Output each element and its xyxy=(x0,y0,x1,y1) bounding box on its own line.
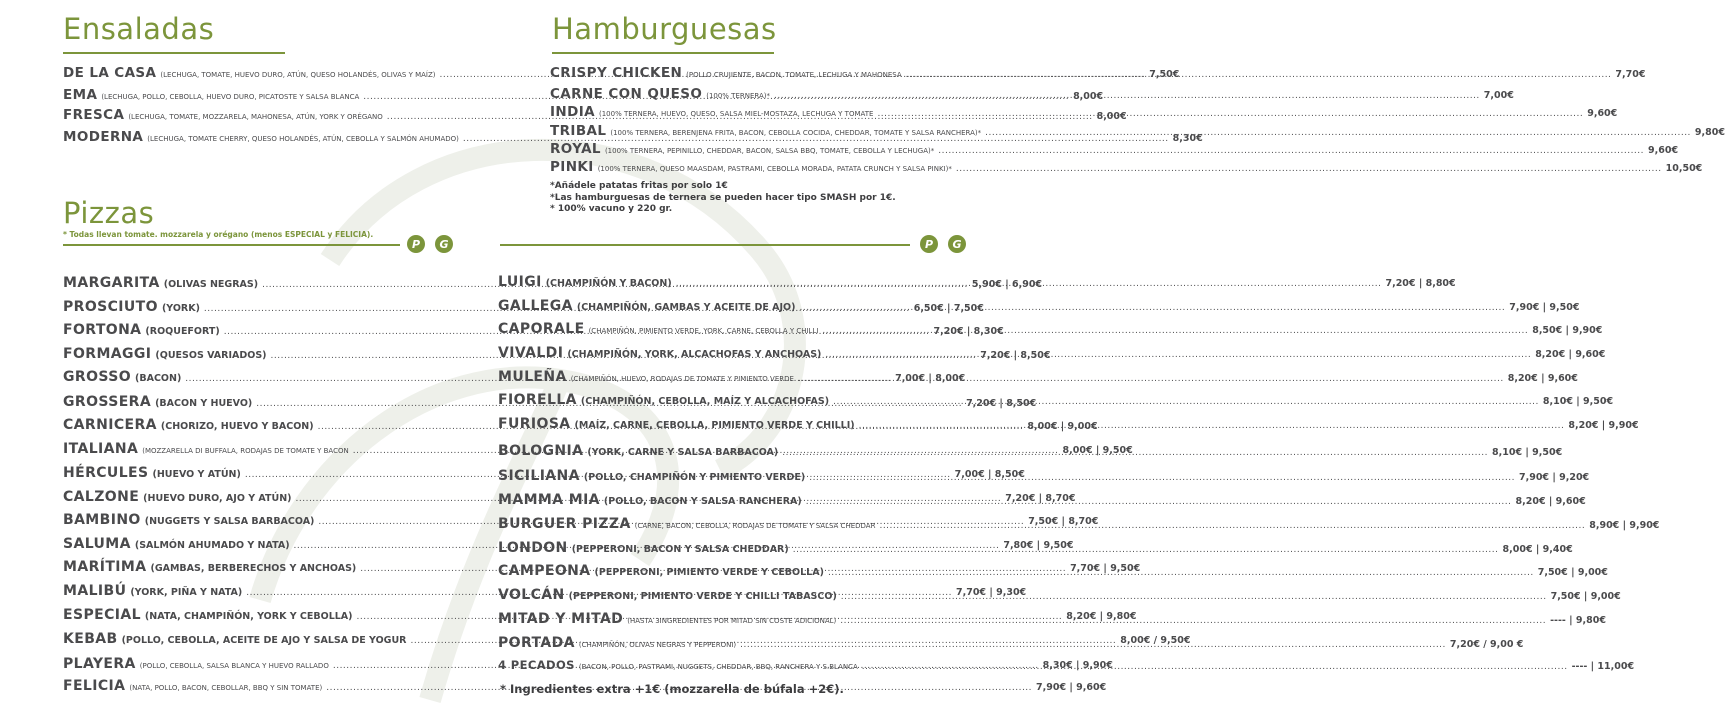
item-price: 5,90€ | 6,90€ xyxy=(971,279,1043,290)
item-price: 8,00€ xyxy=(1096,111,1127,122)
item-price: 9,60€ xyxy=(1587,108,1618,119)
item-description: (BACON) xyxy=(135,373,182,384)
item-name: DE LA CASA xyxy=(63,65,157,81)
item-price: 8,30€ | 9,90€ xyxy=(1042,660,1113,671)
badge-large-right: G xyxy=(948,235,966,253)
item-price: 8,20€ | 9,60€ xyxy=(1507,373,1578,384)
item-description: (LECHUGA, TOMATE, HUEVO DURO, ATÚN, QUESO HOLANDÉS, OLIVAS Y MAÍZ) xyxy=(160,71,436,79)
dot-leader xyxy=(799,303,1505,313)
dot-leader xyxy=(822,326,1528,336)
item-price: 7,50€ | 9,00€ xyxy=(1537,567,1608,578)
dot-leader xyxy=(840,616,1546,626)
item-name: FORTONA xyxy=(63,322,142,338)
item-name: ESPECIAL xyxy=(63,607,141,623)
item-price: 8,00€ | 9,40€ xyxy=(1502,544,1573,555)
burger-note-beef: * 100% vacuno y 220 gr. xyxy=(550,204,673,214)
item-name: PROSCIUTO xyxy=(63,299,158,315)
item-name: CARNICERA xyxy=(63,417,157,433)
item-name: KEBAB xyxy=(63,631,118,647)
burger-note-fries: *Añádele patatas fritas por solo 1€ xyxy=(550,181,728,191)
item-name: MARÍTIMA xyxy=(63,559,147,575)
salads-title: Ensaladas xyxy=(63,12,215,46)
item-price: 7,90€ | 9,60€ xyxy=(1036,682,1107,693)
item-price: 8,10€ | 9,50€ xyxy=(1542,396,1614,407)
item-name: ROYAL xyxy=(550,141,601,157)
item-description: (BACON Y HUEVO) xyxy=(155,398,253,409)
item-price: 8,00€ / 9,50€ xyxy=(1120,635,1191,646)
item-description: (POLLO, CEBOLLA, ACEITE DE AJO Y SALSA DE YOGUR xyxy=(121,635,407,646)
item-price: ---- | 11,00€ xyxy=(1571,661,1635,672)
item-price: 7,50€ xyxy=(1149,69,1180,80)
dot-leader xyxy=(828,568,1534,578)
item-price: 8,30€ xyxy=(1172,133,1203,144)
item-description: (QUESOS VARIADOS) xyxy=(155,350,267,361)
item-name: LONDON xyxy=(498,540,568,556)
item-name: CAPORALE xyxy=(498,321,585,337)
item-price: 7,90€ | 9,50€ xyxy=(1509,302,1580,313)
dot-leader xyxy=(879,521,1585,531)
burger-note-smash: *Las hamburguesas de ternera se pueden hacer tipo SMASH por 1€. xyxy=(550,193,896,203)
item-name: HÉRCULES xyxy=(63,465,149,481)
dot-leader xyxy=(676,279,1382,289)
item-price: 7,90€ | 9,20€ xyxy=(1518,472,1590,483)
item-price: 7,20€ | 8,80€ xyxy=(1385,278,1456,289)
item-description: (100% TERNERA, QUESO MAASDAM, PASTRAMI, CEBOLLA MORADA, PATATA CRUNCH Y SALSA PINKI)* xyxy=(597,165,952,173)
item-description: (BACON, POLLO, PASTRAMI, NUGGETS, CHEDDAR, BBQ, RANCHERA Y S.BLANCA xyxy=(578,663,858,671)
item-name: BOLOGNIA xyxy=(498,443,584,459)
item-price: 7,70€ | 9,30€ xyxy=(955,587,1027,598)
item-description: (CHAMPIÑÓN, YORK, ALCACHOFAS Y ANCHOAS) xyxy=(567,349,822,360)
pizzas-title: Pizzas xyxy=(63,196,155,230)
dot-leader xyxy=(877,109,1583,119)
item-name: FRESCA xyxy=(63,107,125,123)
dot-leader xyxy=(956,164,1662,174)
item-description: (LECHUGA, TOMATE, MOZZARELA, MAHONESA, ATÚN, YORK Y ORÉGANO xyxy=(128,113,383,121)
badge-small-right: P xyxy=(920,235,938,253)
item-description: (100% TERNERA, HUEVO, QUESO, SALSA MIEL-MOSTAZA, LECHUGA Y TOMATE xyxy=(599,110,874,118)
pizza-item xyxy=(498,369,1578,385)
item-name: LUIGI xyxy=(498,274,542,290)
item-description: (OLIVAS NEGRAS) xyxy=(163,279,259,290)
item-description: (CHAMPIÑÓN Y BACON) xyxy=(545,278,672,289)
item-price: 7,00€ | 8,00€ xyxy=(895,373,966,384)
dot-leader xyxy=(793,545,1499,555)
item-description: (CHAMPIÑÓN, CEBOLLA, MAÍZ Y ALCACHOFAS) xyxy=(580,396,830,407)
dot-leader xyxy=(906,70,1612,80)
item-name: EMA xyxy=(63,87,98,103)
item-description: (POLLO, CEBOLLA, SALSA BLANCA Y HUEVO RALLADO xyxy=(139,662,329,670)
item-name: PLAYERA xyxy=(63,656,136,672)
burger-item xyxy=(550,141,1679,157)
pizzas-left-rule xyxy=(63,244,400,246)
item-name: TRIBAL xyxy=(550,123,607,139)
item-description: (HUEVO DURO, AJO Y ATÚN) xyxy=(143,493,292,504)
burgers-title-rule xyxy=(552,52,774,54)
item-name: SALUMA xyxy=(63,536,131,552)
item-description: (YORK) xyxy=(161,303,200,314)
burgers-title: Hamburguesas xyxy=(552,12,777,46)
item-name: MITAD Y MITAD xyxy=(498,611,624,627)
dot-leader xyxy=(833,397,1539,407)
item-name: MARGARITA xyxy=(63,275,160,291)
item-description: (PEPPERONI, PIMIENTO VERDE Y CEBOLLA) xyxy=(594,567,824,578)
dot-leader xyxy=(809,473,1515,483)
item-description: (CARNE, BACON, CEBOLLA, RODAJAS DE TOMATE Y SALSA CHEDDAR xyxy=(634,522,876,530)
item-name: ITALIANA xyxy=(63,441,139,457)
item-price: 7,20€ | 8,70€ xyxy=(1005,493,1076,504)
item-description: (HUEVO Y ATÚN) xyxy=(152,469,241,480)
item-price: 7,70€ xyxy=(1615,69,1646,80)
item-description: (POLLO CRUJIENTE, BACON, TOMATE, LECHUGA Y MAHONESA xyxy=(686,71,902,79)
item-description: (PEPPERONI, PIMIENTO VERDE Y CHILLI TABASCO) xyxy=(568,591,837,602)
dot-leader xyxy=(938,146,1644,156)
item-price: 7,00€ xyxy=(1483,90,1514,101)
item-name: INDIA xyxy=(550,104,595,120)
badge-large-left: G xyxy=(435,235,453,253)
item-price: 8,20€ | 9,60€ xyxy=(1515,496,1586,507)
burger-item xyxy=(550,159,1703,175)
item-price: 6,50€ | 7,50€ xyxy=(913,303,984,314)
item-price: 9,80€ xyxy=(1694,127,1725,138)
item-description: (LECHUGA, TOMATE CHERRY, QUESO HOLANDÉS, ATÚN, CEBOLLA Y SALMÓN AHUMADO) xyxy=(147,135,459,143)
item-price: 7,20€ | 8,30€ xyxy=(933,326,1004,337)
item-description: (PEPPERONI, BACON Y SALSA CHEDDAR) xyxy=(571,544,789,555)
item-name: CAMPEONA xyxy=(498,563,591,579)
item-name: FORMAGGI xyxy=(63,346,152,362)
item-description: (CHAMPIÑÓN, OLIVAS NEGRAS Y PEPPERONI) xyxy=(578,641,737,649)
item-price: 7,00€ | 8,50€ xyxy=(954,469,1025,480)
item-description: (CHORIZO, HUEVO Y BACON) xyxy=(160,421,314,432)
dot-leader xyxy=(841,592,1547,602)
item-price: 7,20€ | 8,50€ xyxy=(966,398,1037,409)
item-name: MAMMA MIA xyxy=(498,492,600,508)
item-price: 7,50€ | 8,70€ xyxy=(1028,516,1099,527)
dot-leader xyxy=(740,640,1446,650)
extras-note: * Ingredientes extra +1€ (mozzarella de búfala +2€). xyxy=(500,682,844,696)
item-description: (100% TERNERA, PEPINILLO, CHEDDAR, BACON, SALSA BBQ, TOMATE, CEBOLLA Y LECHUGA)* xyxy=(604,147,935,155)
item-description: (100% TERNERA, BERENJENA FRITA, BACON, CEBOLLA COCIDA, CHEDDAR, TOMATE Y SALSA RANCHERA)* xyxy=(610,129,982,137)
item-price: 9,60€ xyxy=(1648,145,1679,156)
item-price: 8,00€ xyxy=(1073,91,1104,102)
item-name: PORTADA xyxy=(498,635,575,651)
item-description: (100% TERNERA)* xyxy=(706,92,771,100)
item-description: (GAMBAS, BERBERECHOS Y ANCHOAS) xyxy=(150,563,357,574)
dot-leader xyxy=(862,662,1568,672)
item-name: VIVALDI xyxy=(498,345,564,361)
item-description: (CHAMPIÑÓN, PIMIENTO VERDE, YORK, CARNE, CEBOLLA Y CHILLI xyxy=(588,327,819,335)
item-name: GROSSERA xyxy=(63,394,152,410)
pizzas-right-rule xyxy=(500,244,910,246)
item-description: (CHAMPIÑÓN, GAMBAS Y ACEITE DE AJO) xyxy=(576,302,796,313)
item-description: (YORK, CARNE Y SALSA BARBACOA) xyxy=(587,447,779,458)
item-name: CRISPY CHICKEN xyxy=(550,65,683,81)
salads-title-rule xyxy=(63,52,285,54)
item-description: (MAÍZ, CARNE, CEBOLLA, PIMIENTO VERDE Y CHILLI) xyxy=(574,420,855,431)
item-name: GROSSO xyxy=(63,369,132,385)
item-price: 8,20€ | 9,60€ xyxy=(1535,349,1606,360)
dot-leader xyxy=(859,421,1565,431)
dot-leader xyxy=(782,448,1488,458)
item-price: 7,70€ | 9,50€ xyxy=(1070,563,1141,574)
item-name: MALIBÚ xyxy=(63,583,127,599)
pizzas-note: * Todas llevan tomate. mozzarela y orégano (menos ESPECIAL y FELICIA). xyxy=(63,230,374,239)
item-name: MODERNA xyxy=(63,129,144,145)
item-description: (HASTA 3INGREDIENTES POR MITAD SIN COSTE ADICIONAL) xyxy=(627,617,837,625)
item-description: (LECHUGA, POLLO, CEBOLLA, HUEVO DURO, PICATOSTE Y SALSA BLANCA xyxy=(101,93,360,101)
item-price: 7,80€ | 9,50€ xyxy=(1003,540,1074,551)
item-price: 8,20€ | 9,90€ xyxy=(1568,420,1639,431)
dot-leader xyxy=(806,497,1512,507)
dot-leader xyxy=(985,128,1691,138)
item-price: 8,50€ | 9,90€ xyxy=(1532,325,1603,336)
item-name: 4 PECADOS xyxy=(498,658,575,672)
item-description: (YORK, PIÑA Y NATA) xyxy=(130,587,243,598)
item-description: (MOZZARELLA DI BUFFALA, RODAJAS DE TOMATE Y BACON xyxy=(142,447,349,455)
item-name: MULEÑA xyxy=(498,369,567,385)
dot-leader xyxy=(798,374,1504,384)
item-price: ---- | 9,80€ xyxy=(1550,615,1606,626)
item-name: FELICIA xyxy=(63,678,126,694)
item-name: GALLEGA xyxy=(498,298,573,314)
item-description: (NUGGETS Y SALSA BARBACOA) xyxy=(144,516,315,527)
item-name: BAMBINO xyxy=(63,512,141,528)
item-name: FURIOSA xyxy=(498,416,571,432)
item-price: 10,50€ xyxy=(1665,163,1703,174)
item-name: BURGUER PIZZA xyxy=(498,516,631,532)
item-price: 8,90€ | 9,90€ xyxy=(1589,520,1660,531)
item-name: FIORELLA xyxy=(498,392,577,408)
item-name: CALZONE xyxy=(63,489,140,505)
dot-leader xyxy=(774,91,1480,101)
item-description: (CHAMPIÑÓN, HUEVO, RODAJAS DE TOMATE Y PIMIENTO VERDE xyxy=(570,375,794,383)
badge-small-left: P xyxy=(407,235,425,253)
item-price: 8,20€ | 9,80€ xyxy=(1066,611,1137,622)
item-price: 7,20€ / 9,00 € xyxy=(1449,639,1524,650)
item-name: CARNE CON QUESO xyxy=(550,86,703,102)
item-name: SICILIANA xyxy=(498,468,580,484)
item-description: (NATA, CHAMPIÑÓN, YORK Y CEBOLLA) xyxy=(144,611,353,622)
dot-leader xyxy=(825,350,1531,360)
item-description: (POLLO, BACON Y SALSA RANCHERA) xyxy=(603,496,802,507)
item-description: (ROQUEFORT) xyxy=(145,326,220,337)
item-price: 8,00€ | 9,00€ xyxy=(1027,421,1098,432)
item-price: 8,10€ | 9,50€ xyxy=(1492,447,1563,458)
item-description: (POLLO, CHAMPIÑÓN Y PIMIENTO VERDE) xyxy=(583,472,806,483)
item-price: 8,00€ | 9,50€ xyxy=(1062,445,1133,456)
item-name: VOLCÁN xyxy=(498,587,565,603)
item-description: (NATA, POLLO, BACON, CEBOLLAR, BBQ Y SIN TOMATE) xyxy=(129,684,323,692)
pizza-item xyxy=(498,321,1603,337)
item-price: 7,20€ | 8,50€ xyxy=(980,350,1051,361)
item-name: PINKI xyxy=(550,159,594,175)
pizza-item xyxy=(498,298,1580,314)
item-description: (SALMÓN AHUMADO Y NATA) xyxy=(134,540,290,551)
item-price: 7,50€ | 9,00€ xyxy=(1550,591,1621,602)
